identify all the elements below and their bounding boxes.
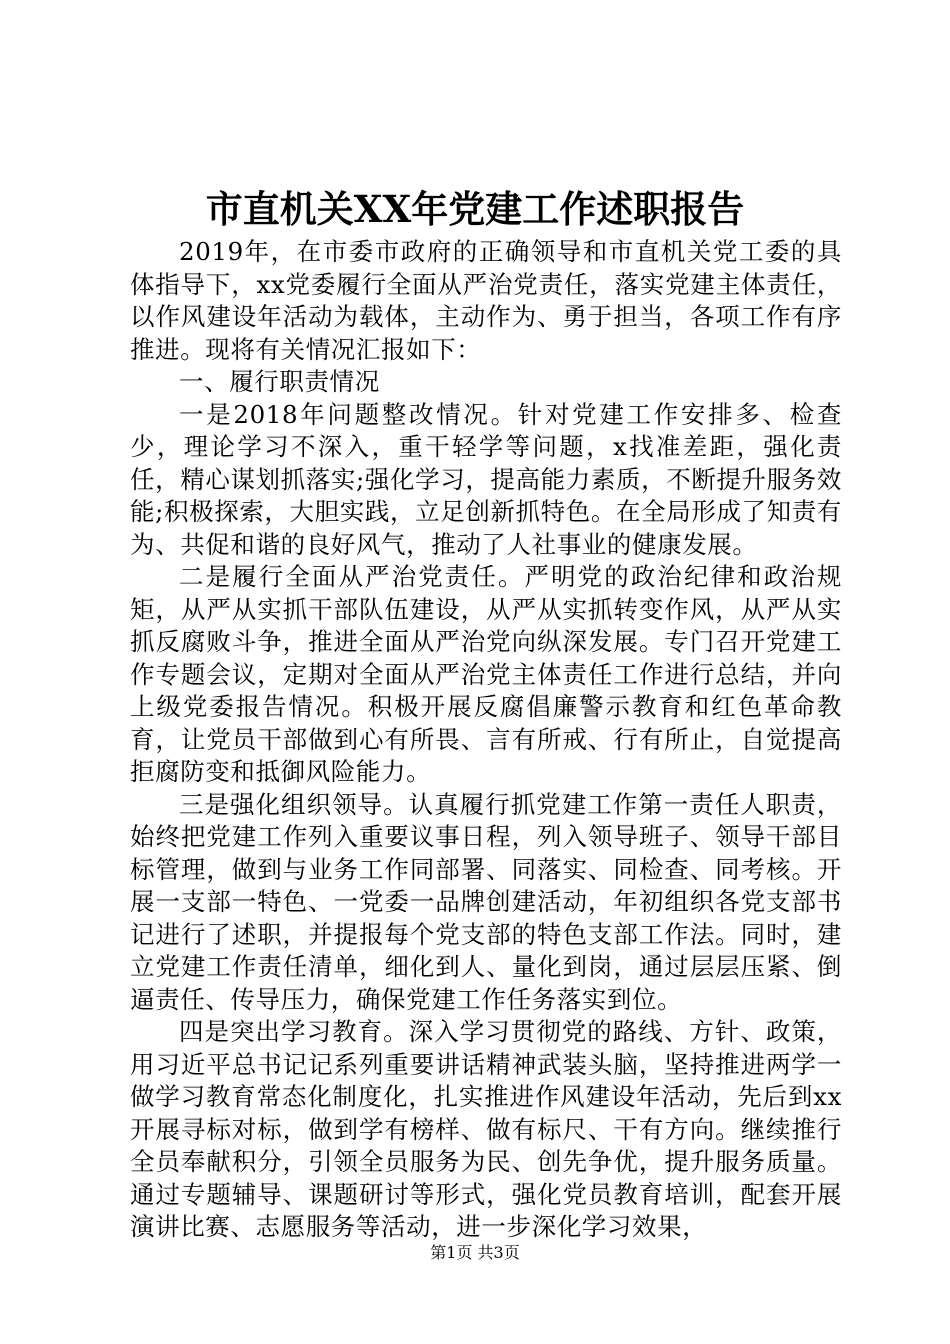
document-title: 市直机关XX年党建工作述职报告	[205, 187, 745, 231]
paragraph-item-2: 二是履行全面从严治党责任。严明党的政治纪律和政治规矩，从严从实抓干部队伍建设，从严从实抓转变作风，从严从实抓反腐败斗争，推进全面从严治党向纵深发展。专门召开党建工作专题会议，定期对全面从严治党主体责任工作进行总结，并向上级党委报告情况。积极开展反腐倡廉警示教育和红色革命教育，让党员干部做到心有所畏、言有所戒、行有所止，自觉提高拒腐防变和抵御风险能力。	[130, 562, 842, 786]
paragraph-item-3: 三是强化组织领导。认真履行抓党建工作第一责任人职责，始终把党建工作列入重要议事日程，列入领导班子、领导干部目标管理，做到与业务工作同部署、同落实、同检查、同考核。开展一支部一特色、一党委一品牌创建活动，年初组织各党支部书记进行了述职，并提报每个党支部的特色支部工作法。同时，建立党建工作责任清单，细化到人、量化到岗，通过层层压紧、倒逼责任、传导压力，确保党建工作任务落实到位。	[130, 789, 842, 1014]
paragraph-item-1: 一是2018年问题整改情况。针对党建工作安排多、检查少，理论学习不深入，重干轻学等问题，x找准差距，强化责任，精心谋划抓落实;强化学习，提高能力素质，不断提升服务效能;积极探索，大胆实践，立足创新抓特色。在全局形成了知责有为、共促和谐的良好风气，推动了人社事业的健康发展。	[130, 399, 842, 559]
page-number-footer: 第1页 共3页	[430, 1243, 520, 1262]
paragraph-item-4: 四是突出学习教育。深入学习贯彻党的路线、方针、政策，用习近平总书记记系列重要讲话精神武装头脑，坚持推进两学一做学习教育常态化制度化，扎实推进作风建设年活动，先后到xx开展寻标对标，做到学有榜样、做有标尺、干有方向。继续推行全员奉献积分，引领全员服务为民、创先争优，提升服务质量。通过专题辅导、课题研讨等形式，强化党员教育培训，配套开展演讲比赛、志愿服务等活动，进一步深化学习效果，	[130, 1017, 842, 1241]
section-heading: 一、履行职责情况	[179, 367, 380, 396]
paragraph-intro: 2019年，在市委市政府的正确领导和市直机关党工委的具体指导下，xx党委履行全面从严治党责任，落实党建主体责任，以作风建设年活动为载体，主动作为、勇于担当，各项工作有序推进。现将有关情况汇报如下：	[130, 237, 842, 364]
document-body	[130, 236, 842, 1244]
